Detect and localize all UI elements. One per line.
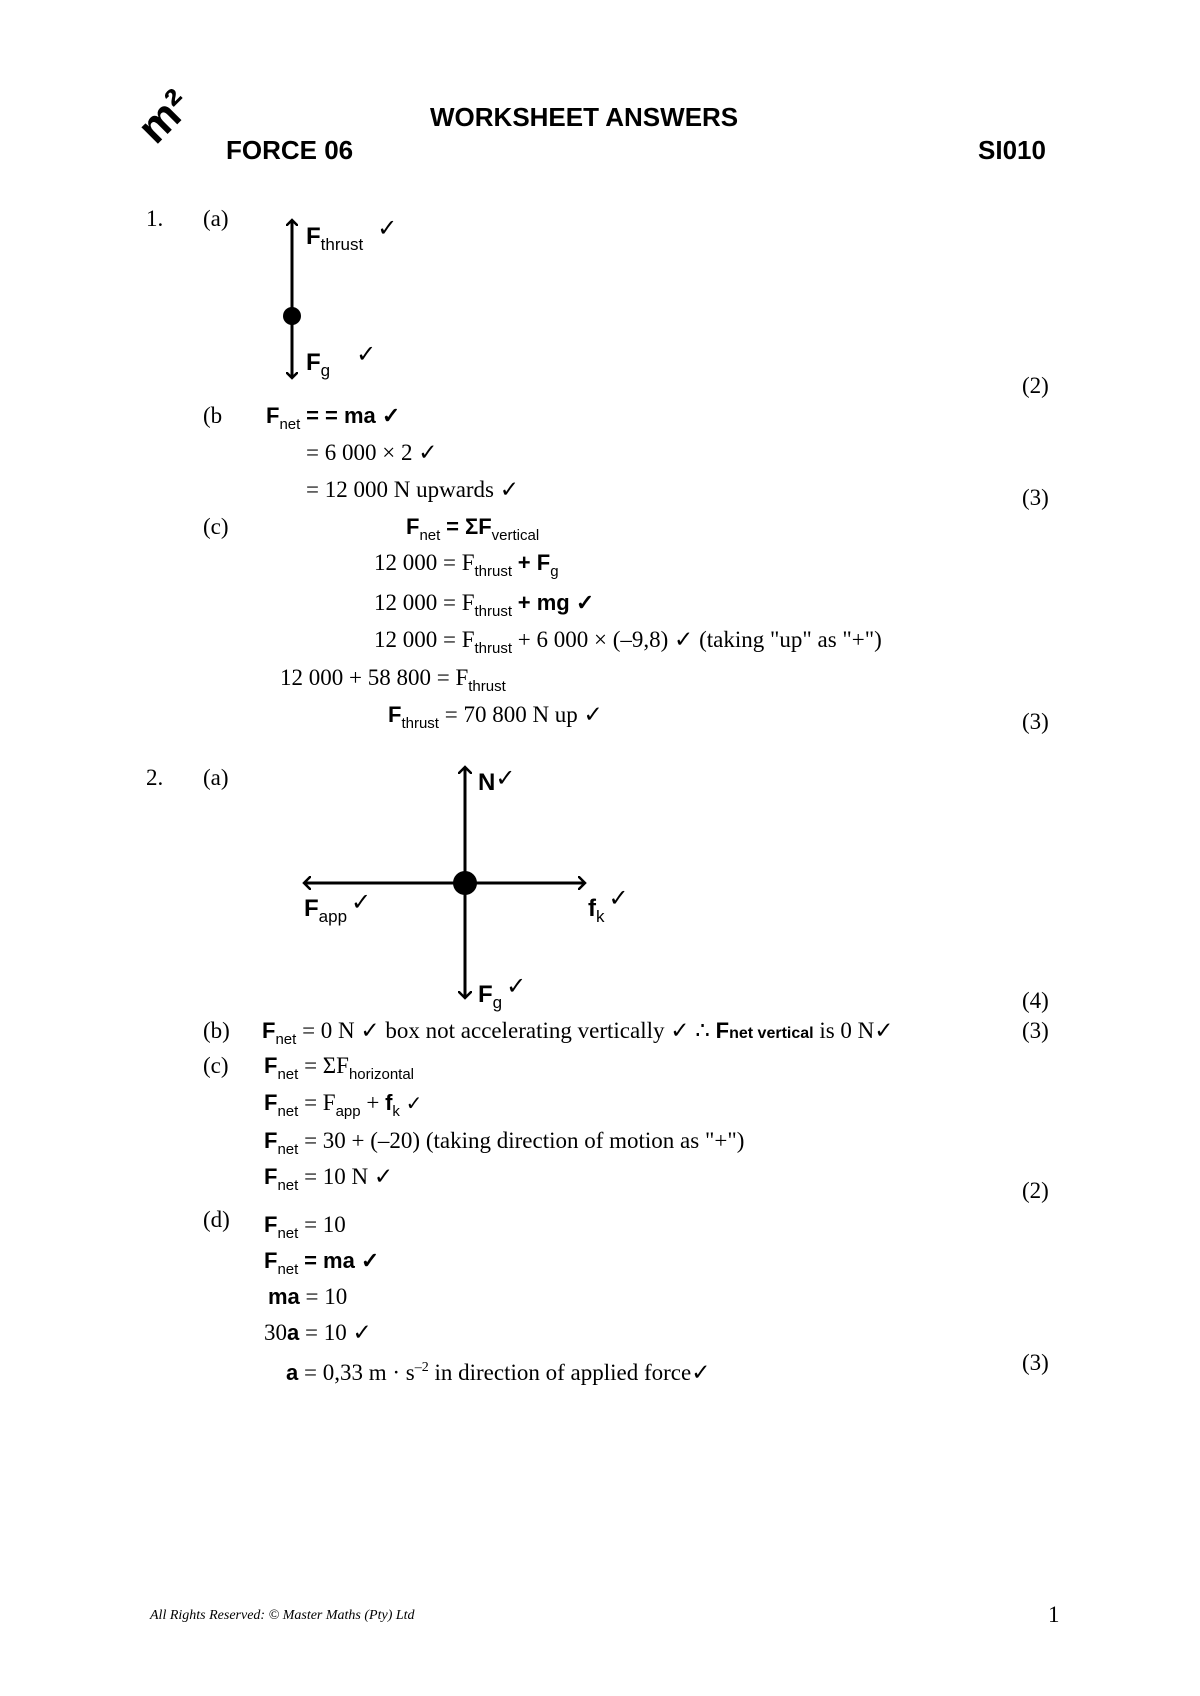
q2-object-dot (453, 871, 477, 895)
q1-thrust-label: $F_{thrust}$ ✓ (306, 214, 398, 254)
q1b-line-2: = 6 000 × 2 ✓ (306, 440, 438, 465)
q2-weight-label: $F_g$ ✓ (478, 972, 527, 1012)
q1c-line-1: $F_{net} = \Sigma F_{vertical}$ (406, 514, 540, 544)
q1a-mark: (2) (1022, 373, 1049, 398)
q2c-label: (c) (203, 1053, 229, 1078)
q2a-label: (a) (203, 765, 229, 790)
worksheet-topic: FORCE 06 (226, 135, 354, 165)
q2d-line-5: a = 0,33 $m \cdot s^{-2}$ in direction of applied force✓ (286, 1360, 711, 1385)
q2-number: 2. (146, 765, 164, 790)
q1-thrust-check: ✓ (377, 214, 398, 242)
q2c-line-4: $F_{net} = 10$ N ✓ (264, 1164, 394, 1194)
copyright-notice: All Rights Reserved: © Master Maths (Pty) Ltd (150, 1608, 415, 1623)
q2d-line-4: 30a = 10 ✓ (264, 1320, 372, 1345)
logo-text: m² (128, 80, 201, 153)
q1c-line-2: 12 $000 = F_{thrust} + F_g$ (374, 550, 559, 580)
q1b-line-3: = 12 000 N upwards ✓ (306, 477, 520, 502)
q2d-mark: (3) (1022, 1350, 1049, 1375)
q2b-mark: (3) (1022, 1018, 1049, 1043)
q1c-line-4: 12 $000 = F_{thrust} + 6$ 000 × (–9,8) ✓ (taking "up" as "+") (374, 627, 882, 657)
q1b-mark: (3) (1022, 485, 1049, 510)
q1-thrust-sub: thrust (320, 235, 364, 254)
q1c-line-5: 12 000 + 58 $800 = F_{thrust}$ (280, 665, 506, 695)
q2b-line: $F_{net} = 0$ N ✓ box not accelerating vertically ✓ ∴ Fnet vertical is 0 N✓ (262, 1018, 894, 1048)
worksheet-code: SI010 (978, 135, 1046, 165)
q2a-mark: (4) (1022, 988, 1049, 1013)
q1c-line-6: $F_{thrust} = 70$ 800 N up ✓ (388, 702, 603, 732)
q1b-label: (b (203, 403, 223, 428)
q2-friction-label: $f_k$ ✓ (588, 884, 629, 926)
q2c-mark: (2) (1022, 1178, 1049, 1203)
page-title: WORKSHEET ANSWERS (430, 102, 739, 132)
q1c-label: (c) (203, 514, 229, 539)
q2b-label: (b) (203, 1018, 230, 1043)
q1a-label: (a) (203, 206, 229, 231)
q1b-line-1: $F_{net}$ = = ma ✓ (266, 403, 401, 433)
q2c-line-1: $F_{net} = \Sigma F_{horizontal}$ (264, 1053, 415, 1083)
q2d-label: (d) (203, 1207, 230, 1232)
q2-applied-label: $F_{app}$ ✓ (304, 888, 372, 926)
q2c-line-3: $F_{net} = 30 + (-20)$ (taking direction of motion as "+") (264, 1128, 745, 1158)
q2d-line-2: $F_{net}$ = ma ✓ (264, 1248, 380, 1278)
q1c-line-3: 12 $000 = F_{thrust}$ + mg ✓ (374, 590, 595, 620)
q1-number: 1. (146, 206, 164, 231)
q1-weight-sub: g (320, 361, 331, 380)
q2d-line-1: $F_{net} = 10$ (264, 1212, 346, 1242)
page-number: 1 (1048, 1602, 1060, 1627)
q2c-line-2: $F_{net} = F_{app} + f_k$ ✓ (264, 1090, 423, 1120)
q2-normal-label: N✓ (478, 764, 516, 796)
q1c-mark: (3) (1022, 709, 1049, 734)
q2d-line-3: ma = 10 (268, 1284, 348, 1309)
q1-weight-label: $F_g$ ✓ (306, 340, 377, 380)
